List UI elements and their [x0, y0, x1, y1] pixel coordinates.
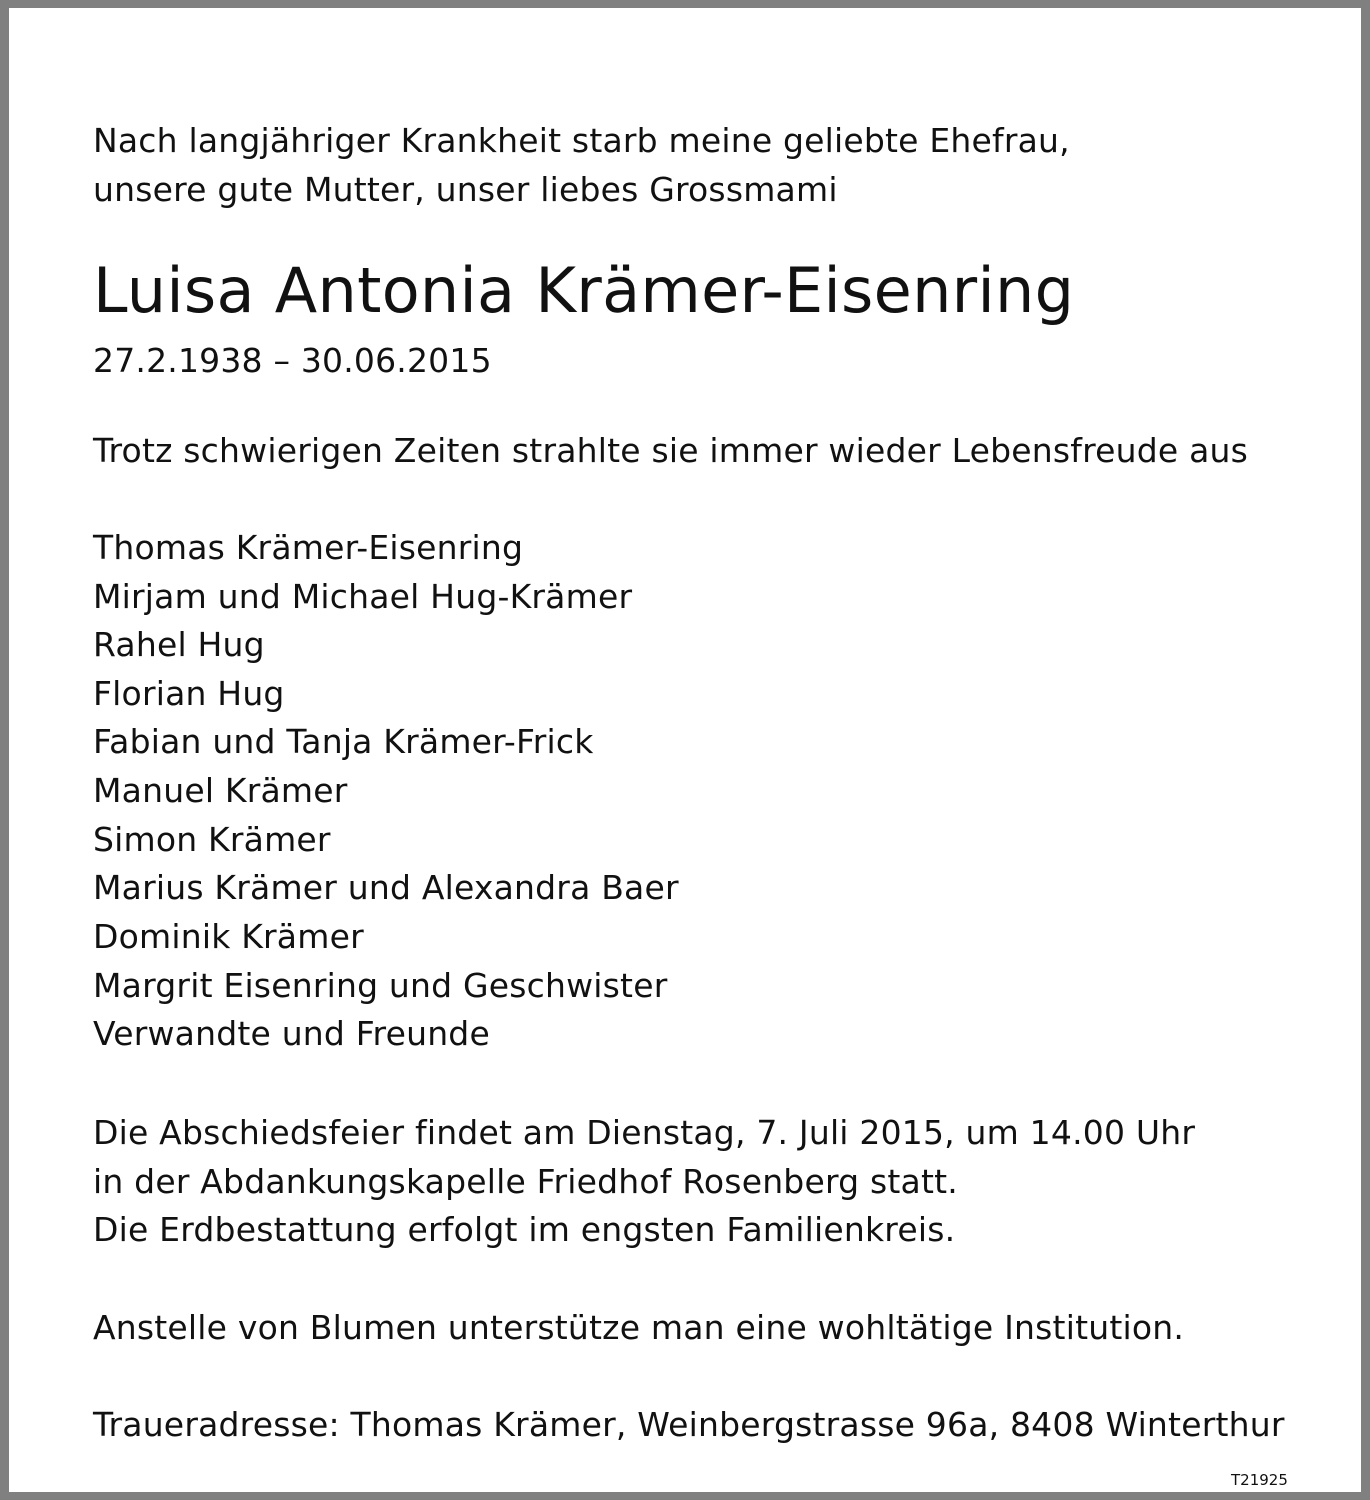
mourner-item: Verwandte und Freunde	[93, 1014, 490, 1053]
mourner-item: Dominik Krämer	[93, 917, 364, 956]
donation-note: Anstelle von Blumen unterstütze man eine wohltätige Institution.	[93, 1308, 1185, 1347]
intro-line-2: unsere gute Mutter, unser liebes Grossmami	[93, 170, 838, 209]
mourner-item: Mirjam und Michael Hug-Krämer	[93, 577, 633, 616]
mourner-item: Rahel Hug	[93, 625, 265, 664]
mourner-item: Florian Hug	[93, 674, 285, 713]
mourner-item: Thomas Krämer-Eisenring	[93, 528, 524, 567]
mourner-item: Manuel Krämer	[93, 771, 348, 810]
mourner-item: Marius Krämer und Alexandra Baer	[93, 868, 679, 907]
life-dates: 27.2.1938 – 30.06.2015	[93, 341, 492, 380]
reference-code: T21925	[1231, 1471, 1288, 1489]
mourner-item: Fabian und Tanja Krämer-Frick	[93, 722, 594, 761]
mourning-address: Traueradresse: Thomas Krämer, Weinbergstrasse 96a, 8408 Winterthur	[93, 1405, 1285, 1444]
quote: Trotz schwierigen Zeiten strahlte sie immer wieder Lebensfreude aus	[93, 431, 1249, 470]
ceremony-line-3: Die Erdbestattung erfolgt im engsten Familienkreis.	[93, 1210, 956, 1249]
deceased-name: Luisa Antonia Krämer-Eisenring	[93, 254, 1075, 327]
ceremony-line-2: in der Abdankungskapelle Friedhof Rosenberg statt.	[93, 1162, 958, 1201]
mourner-item: Simon Krämer	[93, 820, 331, 859]
ceremony-line-1: Die Abschiedsfeier findet am Dienstag, 7. Juli 2015, um 14.00 Uhr	[93, 1113, 1196, 1152]
mourner-item: Margrit Eisenring und Geschwister	[93, 966, 668, 1005]
intro-line-1: Nach langjähriger Krankheit starb meine geliebte Ehefrau,	[93, 121, 1070, 160]
